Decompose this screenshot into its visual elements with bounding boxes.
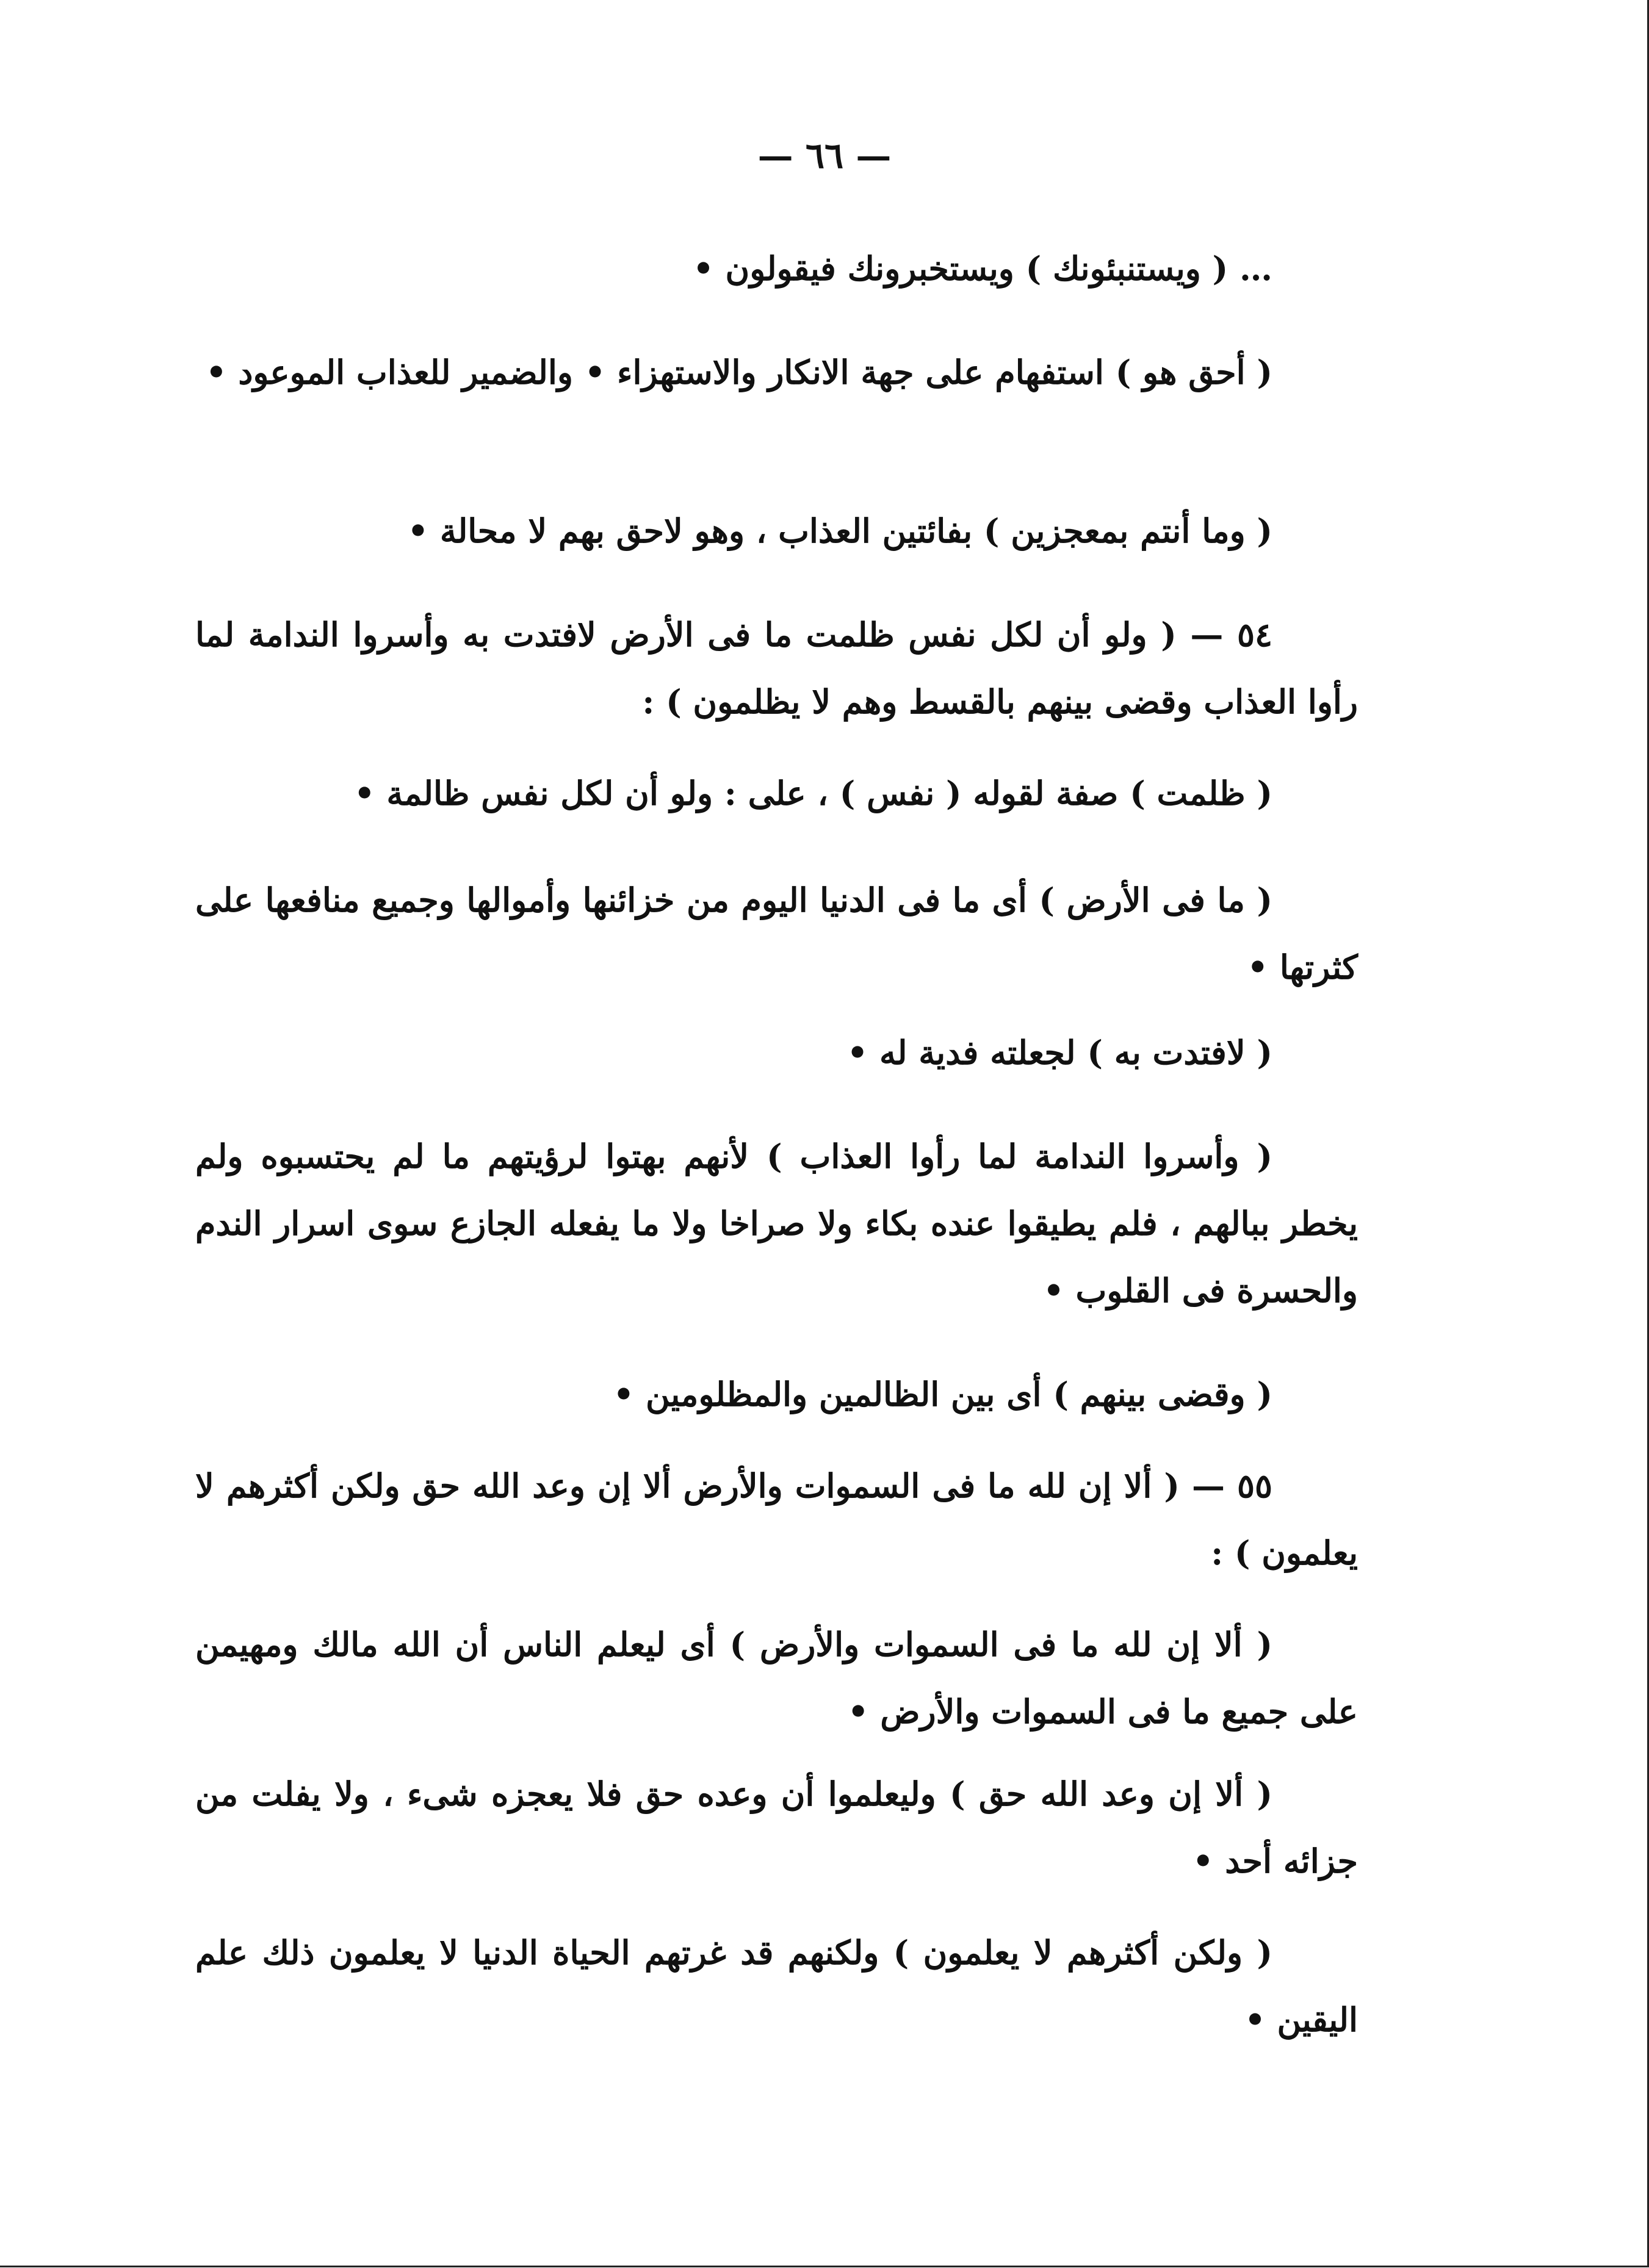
paragraph-5: ( ظلمت ) صفة لقوله ( نفس ) ، على : ولو أن لكل نفس ظالمة •	[354, 774, 1272, 813]
paragraph-10: ٥٥ — ( ألا إن لله ما فى السموات والأرض ألا إن وعد الله حق ولكن أكثرهم لا يعلمون ) :	[195, 1466, 1358, 1572]
paragraph-3: ( وما أنتم بمعجزين ) بفائتين العذاب ، وهو لاحق بهم لا محالة •	[407, 511, 1272, 550]
page-number: — ٦٦ —	[757, 135, 892, 176]
paragraph-7: ( لافتدت به ) لجعلته فدية له •	[846, 1033, 1272, 1072]
paragraph-8: ( وأسروا الندامة لما رأوا العذاب ) لأنهم بهتوا لرؤيتهم ما لم يحتسبوه ولم يخطر ببالهم ، فلم يطيقوا عنده بكاء ولا صراخا ولا ما يفعله الجازع سوى اسرار الندم والحسرة فى القلوب •	[195, 1137, 1358, 1310]
paragraph-4: ٥٤ — ( ولو أن لكل نفس ظلمت ما فى الأرض لافتدت به وأسروا الندامة لما رأوا العذاب وقضى بينهم بالقسط وهم لا يظلمون ) :	[195, 615, 1358, 721]
paragraph-2: ( أحق هو ) استفهام على جهة الانكار والاستهزاء • والضمير للعذاب الموعود •	[206, 353, 1272, 392]
paragraph-9: ( وقضى بينهم ) أى بين الظالمين والمظلومين •	[613, 1375, 1272, 1414]
paragraph-12: ( ألا إن وعد الله حق ) وليعلموا أن وعده حق فلا يعجزه شىء ، ولا يفلت من جزائه أحد •	[195, 1774, 1358, 1881]
paragraph-13: ( ولكن أكثرهم لا يعلمون ) ولكنهم قد غرتهم الحياة الدنيا لا يعلمون ذلك علم اليقين •	[195, 1933, 1358, 2039]
paragraph-6: ( ما فى الأرض ) أى ما فى الدنيا اليوم من خزائنها وأموالها وجميع منافعها على كثرتها •	[195, 880, 1358, 987]
paragraph-11: ( ألا إن لله ما فى السموات والأرض ) أى ليعلم الناس أن الله مالك ومهيمن على جميع ما فى السموات والأرض •	[195, 1625, 1358, 1731]
paragraph-1: … ( ويستنبئونك ) ويستخبرونك فيقولون •	[693, 249, 1272, 288]
